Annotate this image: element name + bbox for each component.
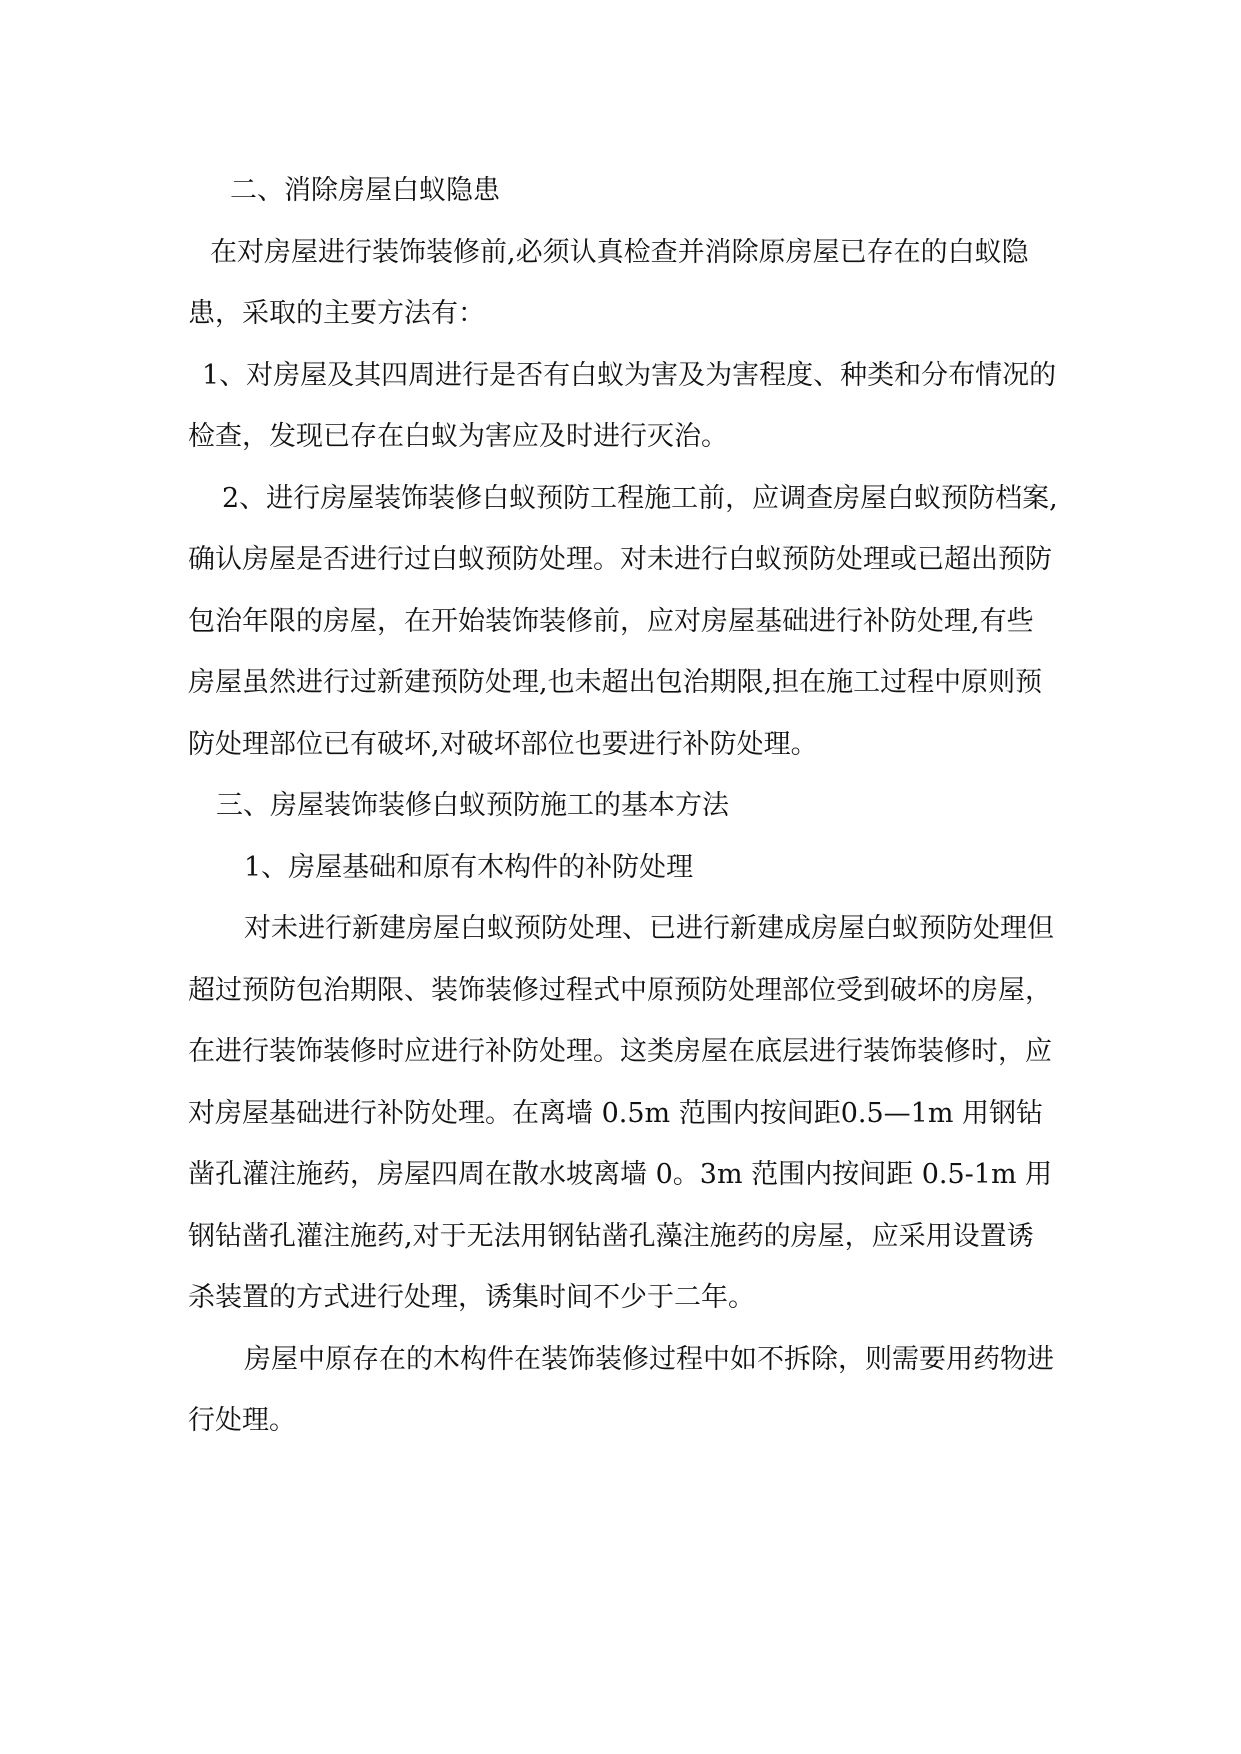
section-heading-3: 三、房屋装饰装修白蚁预防施工的基本方法 — [216, 790, 729, 821]
section-2-item-2-paragraph: 2、进行房屋装饰装修白蚁预防工程施工前，应调查房屋白蚁预防档案,确认房屋是否进行过白蚁预防处理。对未进行白蚁预防处理或已超出预防包治年限的房屋，在开始装饰装修前，应对房屋基础进行补防处理,有些房屋虽然进行过新建预防处理,也未超出包治期限,担在施工过程中原则预防处理部位已有破坏,对破坏部位也要进行补防处理。 — [188, 482, 1058, 760]
section-heading-2: 二、消除房屋白蚁隐患 — [230, 175, 500, 206]
section-2-intro-paragraph: 在对房屋进行装饰装修前,必须认真检查并消除原房屋已存在的白蚁隐患，采取的主要方法有： — [188, 236, 1029, 329]
document-body — [188, 160, 1058, 1452]
section-3-paragraph-1: 对未进行新建房屋白蚁预防处理、已进行新建成房屋白蚁预防处理但超过预防包治期限、装饰装修过程式中原预防处理部位受到破坏的房屋，在进行装饰装修时应进行补防处理。这类房屋在底层进行装饰装修时，应对房屋基础进行补防处理。在离墙 0.5m 范围内按间距0.5—1m 用钢钻凿孔灌注施药，房屋四周在散水坡离墙 0。3m 范围内按间距 0.5-1m 用钢钻凿孔灌注施药,对于无法用钢钻凿孔藻注施药的房屋，应采用设置诱杀装置的方式进行处理，诱集时间不少于二年。 — [188, 913, 1054, 1313]
section-3-subheading-1: 1、房屋基础和原有木构件的补防处理 — [244, 851, 694, 883]
section-3-paragraph-2: 房屋中原存在的木构件在装饰装修过程中如不拆除，则需要用药物进行处理。 — [188, 1343, 1054, 1436]
section-2-item-1-paragraph: 1、对房屋及其四周进行是否有白蚁为害及为害程度、种类和分布情况的检查，发现已存在白蚁为害应及时进行灭治。 — [188, 359, 1057, 452]
